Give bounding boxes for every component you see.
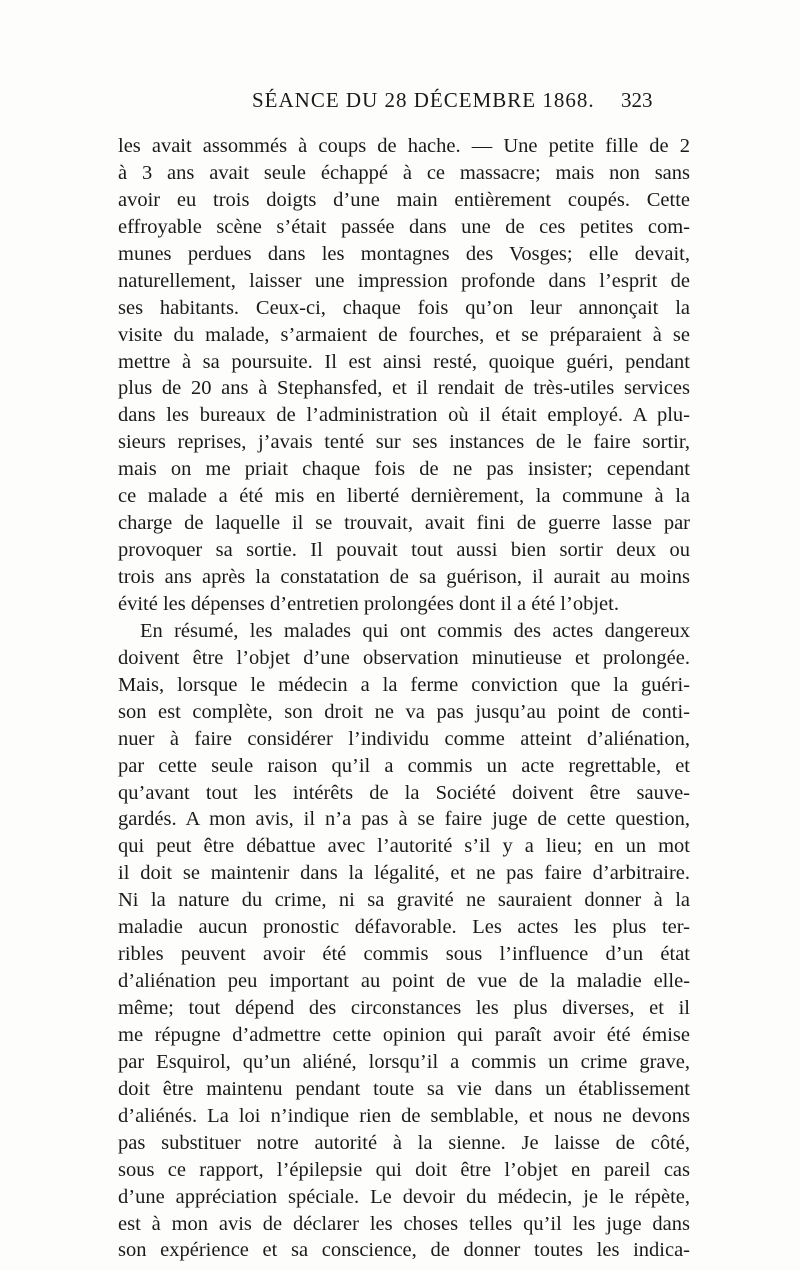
paragraph-end-line: évité les dépenses d’entretien prolongées dont il a été l’objet. xyxy=(118,592,619,615)
text-line: provoquer sa sortie. Il pouvait tout aussi bien sortir deux ou xyxy=(118,539,690,562)
text-line: d’aliénation peu important au point de vue de la maladie elle- xyxy=(118,970,690,993)
text-line: avoir eu trois doigts d’une main entièrement coupés. Cette xyxy=(118,188,690,211)
text-line: les avait assommés à coups de hache. — Une petite fille de 2 xyxy=(118,135,690,157)
running-title: SÉANCE DU 28 DÉCEMBRE 1868. xyxy=(252,88,595,112)
text-line: son expérience et sa conscience, de donner toutes les indica- xyxy=(118,1239,690,1262)
text-line: doivent être l’objet d’une observation minutieuse et prolongée. xyxy=(118,646,690,669)
body-text xyxy=(118,133,690,1264)
page-number: 323 xyxy=(621,88,653,112)
text-line: d’aliénés. La loi n’indique rien de semblable, et nous ne devons xyxy=(118,1104,690,1127)
text-line: ribles peuvent avoir été commis sous l’influence d’un état xyxy=(118,943,690,966)
text-line: ses habitants. Ceux-ci, chaque fois qu’on leur annonçait la xyxy=(118,296,690,319)
text-line: mais on me priait chaque fois de ne pas insister; cependant xyxy=(118,458,690,481)
text-line: par cette seule raison qu’il a commis un acte regrettable, et xyxy=(118,754,690,777)
text-line: d’une appréciation spéciale. Le devoir du médecin, je le répète, xyxy=(118,1185,690,1208)
text-line: Ni la nature du crime, ni sa gravité ne sauraient donner à la xyxy=(118,889,690,912)
text-line: même; tout dépend des circonstances les plus diverses, et il xyxy=(118,997,690,1019)
text-line: sieurs reprises, j’avais tenté sur ses instances de le faire sortir, xyxy=(118,431,690,454)
text-line: doit être maintenu pendant toute sa vie dans un établissement xyxy=(118,1077,690,1100)
text-line: qui peut être débattue avec l’autorité s’il y a lieu; en un mot xyxy=(118,835,690,858)
text-line: me répugne d’admettre cette opinion qui paraît avoir été émise xyxy=(118,1023,690,1046)
text-line: mettre à sa poursuite. Il est ainsi resté, quoique guéri, pendant xyxy=(118,350,690,373)
text-line: nuer à faire considérer l’individu comme atteint d’aliénation, xyxy=(118,727,690,750)
text-line: charge de laquelle il se trouvait, avait fini de guerre lasse par xyxy=(118,512,690,535)
text-line: est à mon avis de déclarer les choses telles qu’il les juge dans xyxy=(118,1212,690,1235)
text-line: naturellement, laisser une impression profonde dans l’esprit de xyxy=(118,269,690,292)
running-header xyxy=(0,88,800,118)
text-line: ce malade a été mis en liberté dernièrement, la commune à la xyxy=(118,485,690,508)
text-line: effroyable scène s’était passée dans une de ces petites com- xyxy=(118,215,690,238)
paragraph-start-line: En résumé, les malades qui ont commis des actes dangereux xyxy=(140,619,690,642)
text-line: sous ce rapport, l’épilepsie qui doit être l’objet en pareil cas xyxy=(118,1158,690,1181)
text-line: son est complète, son droit ne va pas jusqu’au point de conti- xyxy=(118,700,690,723)
text-line: maladie aucun pronostic défavorable. Les actes les plus ter- xyxy=(118,916,690,939)
text-line: gardés. A mon avis, il n’a pas à se faire juge de cette question, xyxy=(118,808,690,831)
text-line: par Esquirol, qu’un aliéné, lorsqu’il a commis un crime grave, xyxy=(118,1050,690,1073)
text-line: qu’avant tout les intérêts de la Société doivent être sauve- xyxy=(118,781,690,804)
text-line: visite du malade, s’armaient de fourches, et se préparaient à se xyxy=(118,323,690,346)
text-line: munes perdues dans les montagnes des Vosges; elle devait, xyxy=(118,242,690,265)
text-line: à 3 ans avait seule échappé à ce massacre; mais non sans xyxy=(118,161,690,184)
text-line: pas substituer notre autorité à la sienne. Je laisse de côté, xyxy=(118,1131,690,1154)
text-line: il doit se maintenir dans la légalité, et ne pas faire d’arbitraire. xyxy=(118,862,690,885)
text-line: plus de 20 ans à Stephansfed, et il rendait de très-utiles services xyxy=(118,377,690,400)
text-line: Mais, lorsque le médecin a la ferme conviction que la guéri- xyxy=(118,673,690,696)
text-line: dans les bureaux de l’administration où il était employé. A plu- xyxy=(118,404,690,427)
text-line: trois ans après la constatation de sa guérison, il aurait au moins xyxy=(118,566,690,588)
